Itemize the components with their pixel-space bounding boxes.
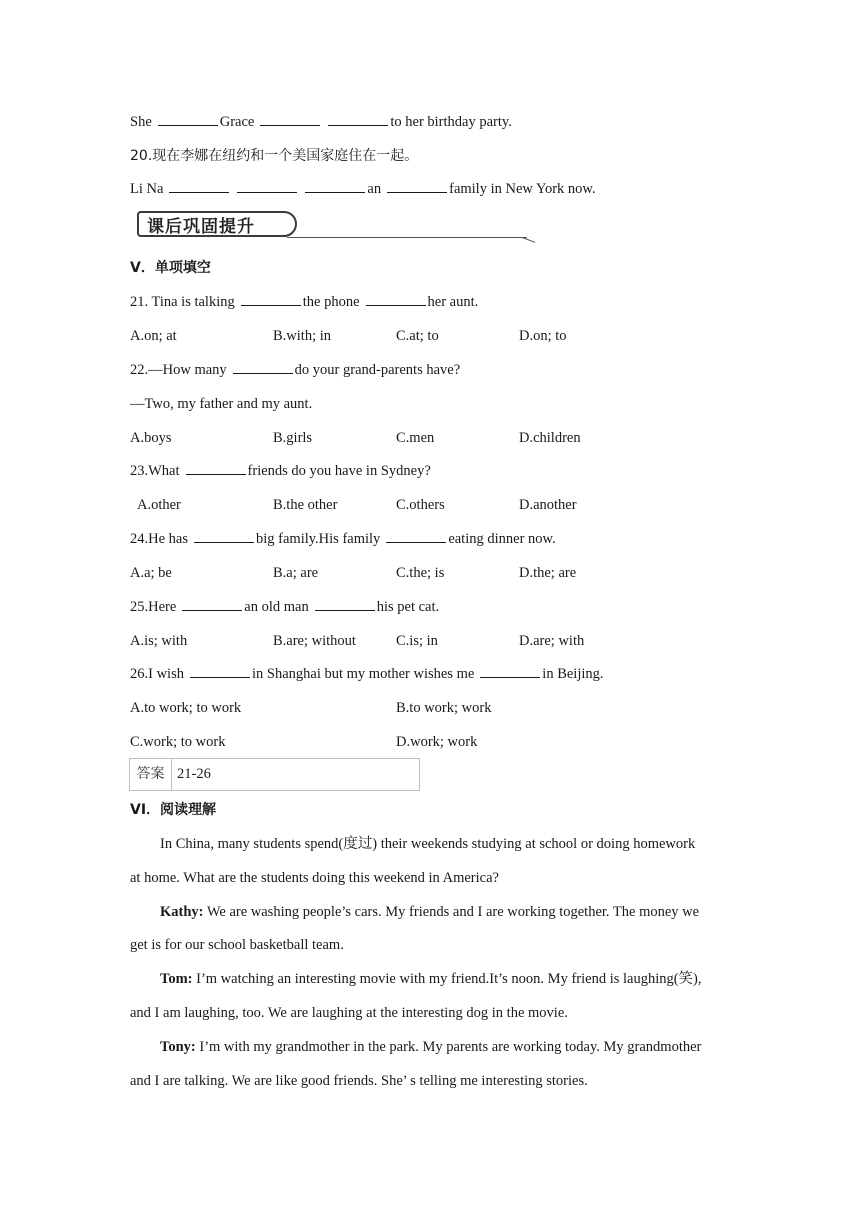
tony-line-2: and I are talking. We are like good friends. She’ s telling me interesting stories. xyxy=(130,1073,588,1089)
kathy-line-2: get is for our school basketball team. xyxy=(130,937,344,953)
answer-blank[interactable] xyxy=(169,180,229,193)
option-d[interactable]: D.the; are xyxy=(519,565,577,581)
tom-line-1: Tom: I’m watching an interesting movie with my friend.It’s noon. My friend is laughing(笑), xyxy=(160,971,702,987)
option-b[interactable]: B.with; in xyxy=(273,328,332,344)
section-6-heading: VI．阅读理解 xyxy=(130,802,217,818)
question-20-chinese: 20.现在李娜在纽约和一个美国家庭住在一起。 xyxy=(130,148,419,164)
answer-label: 答案 xyxy=(130,759,172,790)
question-22-stem: 22.—How many do your grand-parents have? xyxy=(130,362,461,378)
answer-blank[interactable] xyxy=(387,180,447,193)
answer-blank[interactable] xyxy=(315,598,375,611)
question-19-line: She Grace to her birthday party. xyxy=(130,114,512,130)
banner-title: 课后巩固提升 xyxy=(147,217,255,237)
answer-blank[interactable] xyxy=(190,665,250,678)
option-c[interactable]: C.work; to work xyxy=(130,734,226,750)
kathy-line-1: Kathy: We are washing people’s cars. My friends and I are working together. The money we xyxy=(160,904,700,920)
option-a[interactable]: A.is; with xyxy=(130,633,188,649)
option-c[interactable]: C.others xyxy=(396,497,445,513)
answer-blank[interactable] xyxy=(233,361,293,374)
option-d[interactable]: D.on; to xyxy=(519,328,567,344)
section-banner xyxy=(137,210,537,246)
answer-blank[interactable] xyxy=(386,530,446,543)
reading-intro-line-2: at home. What are the students doing this weekend in America? xyxy=(130,870,499,886)
answer-blank[interactable] xyxy=(480,665,540,678)
answer-blank[interactable] xyxy=(328,113,388,126)
option-a[interactable]: A.boys xyxy=(130,430,172,446)
answer-blank[interactable] xyxy=(158,113,218,126)
option-b[interactable]: B.a; are xyxy=(273,565,319,581)
option-d[interactable]: D.another xyxy=(519,497,577,513)
option-a[interactable]: A.a; be xyxy=(130,565,172,581)
option-d[interactable]: D.are; with xyxy=(519,633,585,649)
banner-rule xyxy=(287,237,527,238)
answer-range[interactable]: 21-26 xyxy=(177,766,211,782)
reading-intro-line-1: In China, many students spend(度过) their weekends studying at school or doing homework xyxy=(160,836,696,852)
option-a[interactable]: A.on; at xyxy=(130,328,177,344)
banner-rule-tail xyxy=(522,237,535,243)
question-26-stem: 26.I wish in Shanghai but my mother wishes me in Beijing. xyxy=(130,666,604,682)
option-b[interactable]: B.the other xyxy=(273,497,338,513)
question-21-stem: 21. Tina is talking the phone her aunt. xyxy=(130,294,479,310)
option-d[interactable]: D.work; work xyxy=(396,734,478,750)
answer-blank[interactable] xyxy=(305,180,365,193)
speaker-name: Tom: xyxy=(160,971,193,987)
option-c[interactable]: C.at; to xyxy=(396,328,439,344)
tom-line-2: and I am laughing, too. We are laughing at the interesting dog in the movie. xyxy=(130,1005,568,1021)
answer-blank[interactable] xyxy=(366,293,426,306)
answer-blank[interactable] xyxy=(186,462,246,475)
answer-blank[interactable] xyxy=(194,530,254,543)
question-24-stem: 24.He has big family.His family eating dinner now. xyxy=(130,531,556,547)
option-b[interactable]: B.to work; work xyxy=(396,700,492,716)
question-23-stem: 23.What friends do you have in Sydney? xyxy=(130,463,431,479)
section-5-heading: V．单项填空 xyxy=(130,260,211,276)
tony-line-1: Tony: I’m with my grandmother in the park. My parents are working today. My grandmother xyxy=(160,1039,702,1055)
option-b[interactable]: B.girls xyxy=(273,430,313,446)
option-c[interactable]: C.the; is xyxy=(396,565,445,581)
answer-blank[interactable] xyxy=(241,293,301,306)
option-a[interactable]: A.to work; to work xyxy=(130,700,242,716)
option-c[interactable]: C.is; in xyxy=(396,633,438,649)
question-25-stem: 25.Here an old man his pet cat. xyxy=(130,599,440,615)
option-d[interactable]: D.children xyxy=(519,430,581,446)
answer-table xyxy=(129,758,420,791)
question-20-line: Li Na an family in New York now. xyxy=(130,181,596,197)
speaker-name: Kathy: xyxy=(160,904,204,920)
option-b[interactable]: B.are; without xyxy=(273,633,356,649)
speaker-name: Tony: xyxy=(160,1039,196,1055)
answer-blank[interactable] xyxy=(237,180,297,193)
question-22-reply: —Two, my father and my aunt. xyxy=(130,396,313,412)
option-a[interactable]: A.other xyxy=(137,497,181,513)
option-c[interactable]: C.men xyxy=(396,430,435,446)
answer-blank[interactable] xyxy=(182,598,242,611)
answer-blank[interactable] xyxy=(260,113,320,126)
